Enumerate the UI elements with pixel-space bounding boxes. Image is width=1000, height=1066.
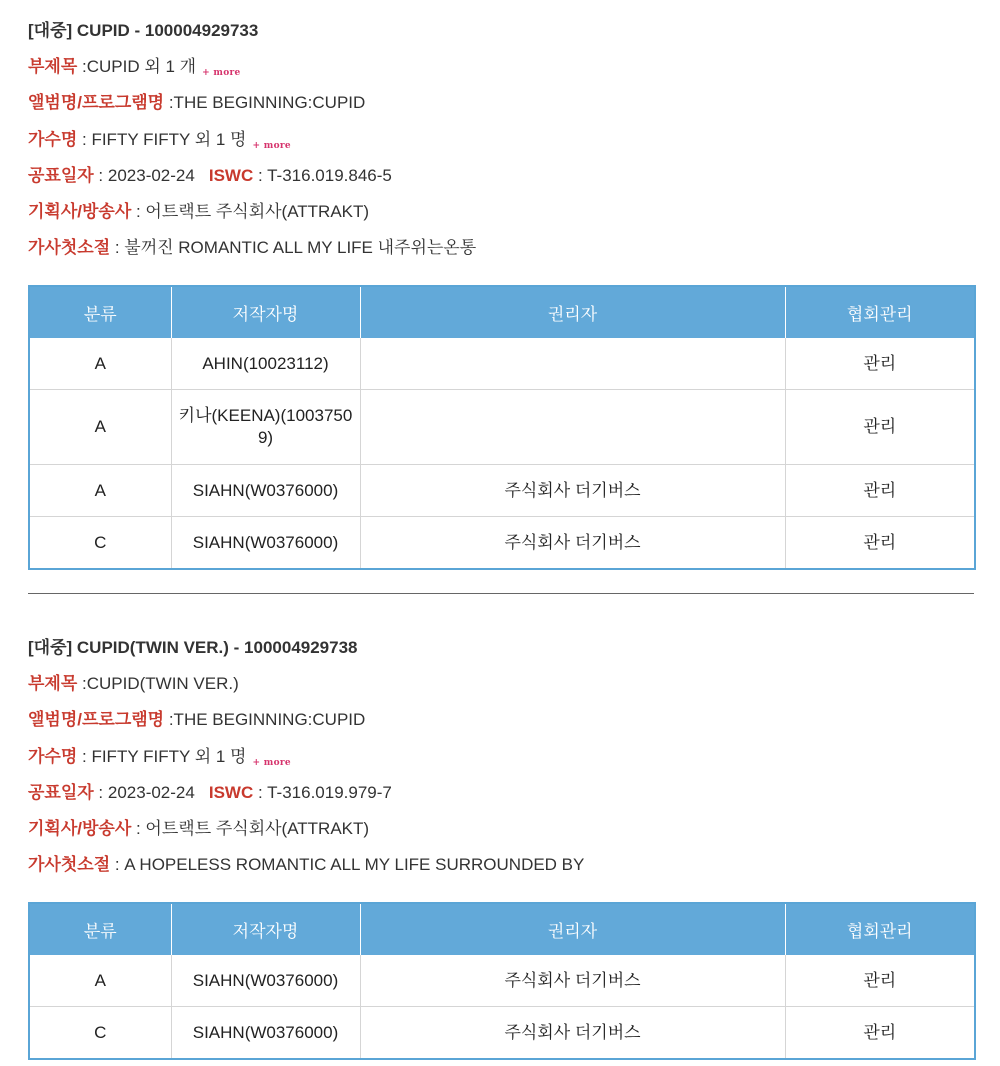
more-button[interactable]: + more bbox=[202, 68, 241, 78]
author-cell: SIAHN(W0376000) bbox=[171, 465, 360, 517]
agency-label: 기획사/방송사 bbox=[28, 819, 132, 839]
category-cell: A bbox=[29, 465, 171, 517]
category-cell: A bbox=[29, 955, 171, 1007]
author-cell: SIAHN(W0376000) bbox=[171, 1007, 360, 1060]
iswc-value: : T-316.019.979-7 bbox=[253, 782, 392, 802]
iswc-value: : T-316.019.846-5 bbox=[253, 165, 392, 185]
agency-value: : 어트랙트 주식회사(ATTRAKT) bbox=[131, 202, 370, 222]
date-value: : 2023-02-24 bbox=[93, 165, 195, 185]
author-header: 저작자명 bbox=[171, 286, 360, 338]
subtitle-value: :CUPID(TWIN VER.) bbox=[77, 674, 239, 693]
rights-holder-cell: 주식회사 더기버스 bbox=[360, 517, 785, 570]
category-cell: C bbox=[29, 517, 171, 570]
rights-holder-cell: 주식회사 더기버스 bbox=[360, 955, 785, 1007]
category-cell: A bbox=[29, 390, 171, 465]
category-cell: A bbox=[29, 338, 171, 390]
lyrics-value: : 불꺼진 ROMANTIC ALL MY LIFE 내주위는온통 bbox=[110, 238, 477, 258]
singer-row bbox=[28, 122, 974, 158]
rights-holder-header: 권리자 bbox=[360, 286, 785, 338]
association-cell: 관리 bbox=[785, 390, 975, 465]
subtitle-row bbox=[28, 49, 974, 85]
album-value: :THE BEGINNING:CUPID bbox=[164, 710, 366, 730]
date-label: 공표일자 bbox=[28, 165, 94, 185]
subtitle-label: 부제목 bbox=[28, 674, 78, 693]
album-label: 앨범명/프로그램명 bbox=[28, 93, 165, 113]
subtitle-label: 부제목 bbox=[28, 57, 78, 76]
agency-row bbox=[28, 811, 974, 847]
date-label: 공표일자 bbox=[28, 782, 94, 802]
more-button[interactable]: + more bbox=[252, 757, 291, 768]
lyrics-label: 가사첫소절 bbox=[28, 238, 111, 258]
singer-label: 가수명 bbox=[28, 129, 78, 149]
song-title: [대중] CUPID - 100004929733 bbox=[28, 21, 259, 40]
rights-holder-cell bbox=[360, 338, 785, 390]
agency-value: : 어트랙트 주식회사(ATTRAKT) bbox=[131, 819, 370, 839]
table-row bbox=[29, 517, 975, 570]
association-cell: 관리 bbox=[785, 955, 975, 1007]
lyrics-row bbox=[28, 847, 974, 883]
album-row bbox=[28, 85, 974, 121]
agency-row bbox=[28, 194, 974, 230]
rights-table bbox=[28, 902, 976, 1060]
author-cell: AHIN(10023112) bbox=[171, 338, 360, 390]
table-header bbox=[29, 903, 975, 955]
singer-value: : FIFTY FIFTY 외 1 명 bbox=[77, 746, 247, 766]
association-cell: 관리 bbox=[863, 532, 897, 552]
agency-label: 기획사/방송사 bbox=[28, 202, 132, 222]
author-cell: SIAHN(W0376000) bbox=[171, 517, 360, 570]
author-cell: 키나(KEENA)(10037509) bbox=[171, 390, 360, 465]
table-row bbox=[29, 1007, 975, 1060]
song-title: [대중] CUPID(TWIN VER.) - 100004929738 bbox=[28, 638, 358, 657]
rights-holder-cell: 주식회사 더기버스 bbox=[360, 465, 785, 517]
association-cell: 관리 bbox=[785, 465, 975, 517]
subtitle-row bbox=[28, 666, 974, 702]
album-row bbox=[28, 702, 974, 738]
category-header: 분류 bbox=[29, 903, 171, 955]
lyrics-label: 가사첫소절 bbox=[28, 855, 111, 875]
singer-label: 가수명 bbox=[28, 746, 78, 766]
iswc-label: ISWC bbox=[208, 782, 254, 802]
album-label: 앨범명/프로그램명 bbox=[28, 710, 165, 730]
lyrics-row bbox=[28, 230, 974, 266]
table-row bbox=[29, 390, 975, 465]
association-cell: 관리 bbox=[863, 1022, 897, 1042]
lyrics-value: : A HOPELESS ROMANTIC ALL MY LIFE SURROUNDED BY bbox=[110, 855, 585, 875]
section-divider bbox=[28, 593, 974, 594]
iswc-label: ISWC bbox=[208, 165, 254, 185]
rights-holder-header: 권리자 bbox=[360, 903, 785, 955]
song-entry bbox=[28, 635, 974, 884]
more-button[interactable]: + more bbox=[252, 140, 291, 151]
singer-value: : FIFTY FIFTY 외 1 명 bbox=[77, 129, 247, 149]
table-row bbox=[29, 338, 975, 390]
date-value: : 2023-02-24 bbox=[93, 782, 195, 802]
association-header: 협회관리 bbox=[785, 903, 975, 955]
association-header: 협회관리 bbox=[785, 286, 975, 338]
association-cell: 관리 bbox=[785, 338, 975, 390]
date-row bbox=[28, 158, 974, 194]
category-cell: C bbox=[29, 1007, 171, 1060]
song-entry bbox=[28, 18, 974, 267]
subtitle-value: :CUPID 외 1 개 bbox=[77, 57, 197, 76]
table-row bbox=[29, 955, 975, 1007]
category-header: 분류 bbox=[29, 286, 171, 338]
rights-holder-cell bbox=[360, 390, 785, 465]
table-header bbox=[29, 286, 975, 338]
date-row bbox=[28, 775, 974, 811]
album-value: :THE BEGINNING:CUPID bbox=[164, 93, 366, 113]
author-header: 저작자명 bbox=[171, 903, 360, 955]
rights-table bbox=[28, 285, 976, 570]
author-cell: SIAHN(W0376000) bbox=[171, 955, 360, 1007]
rights-holder-cell: 주식회사 더기버스 bbox=[360, 1007, 785, 1060]
singer-row bbox=[28, 739, 974, 775]
table-row bbox=[29, 465, 975, 517]
